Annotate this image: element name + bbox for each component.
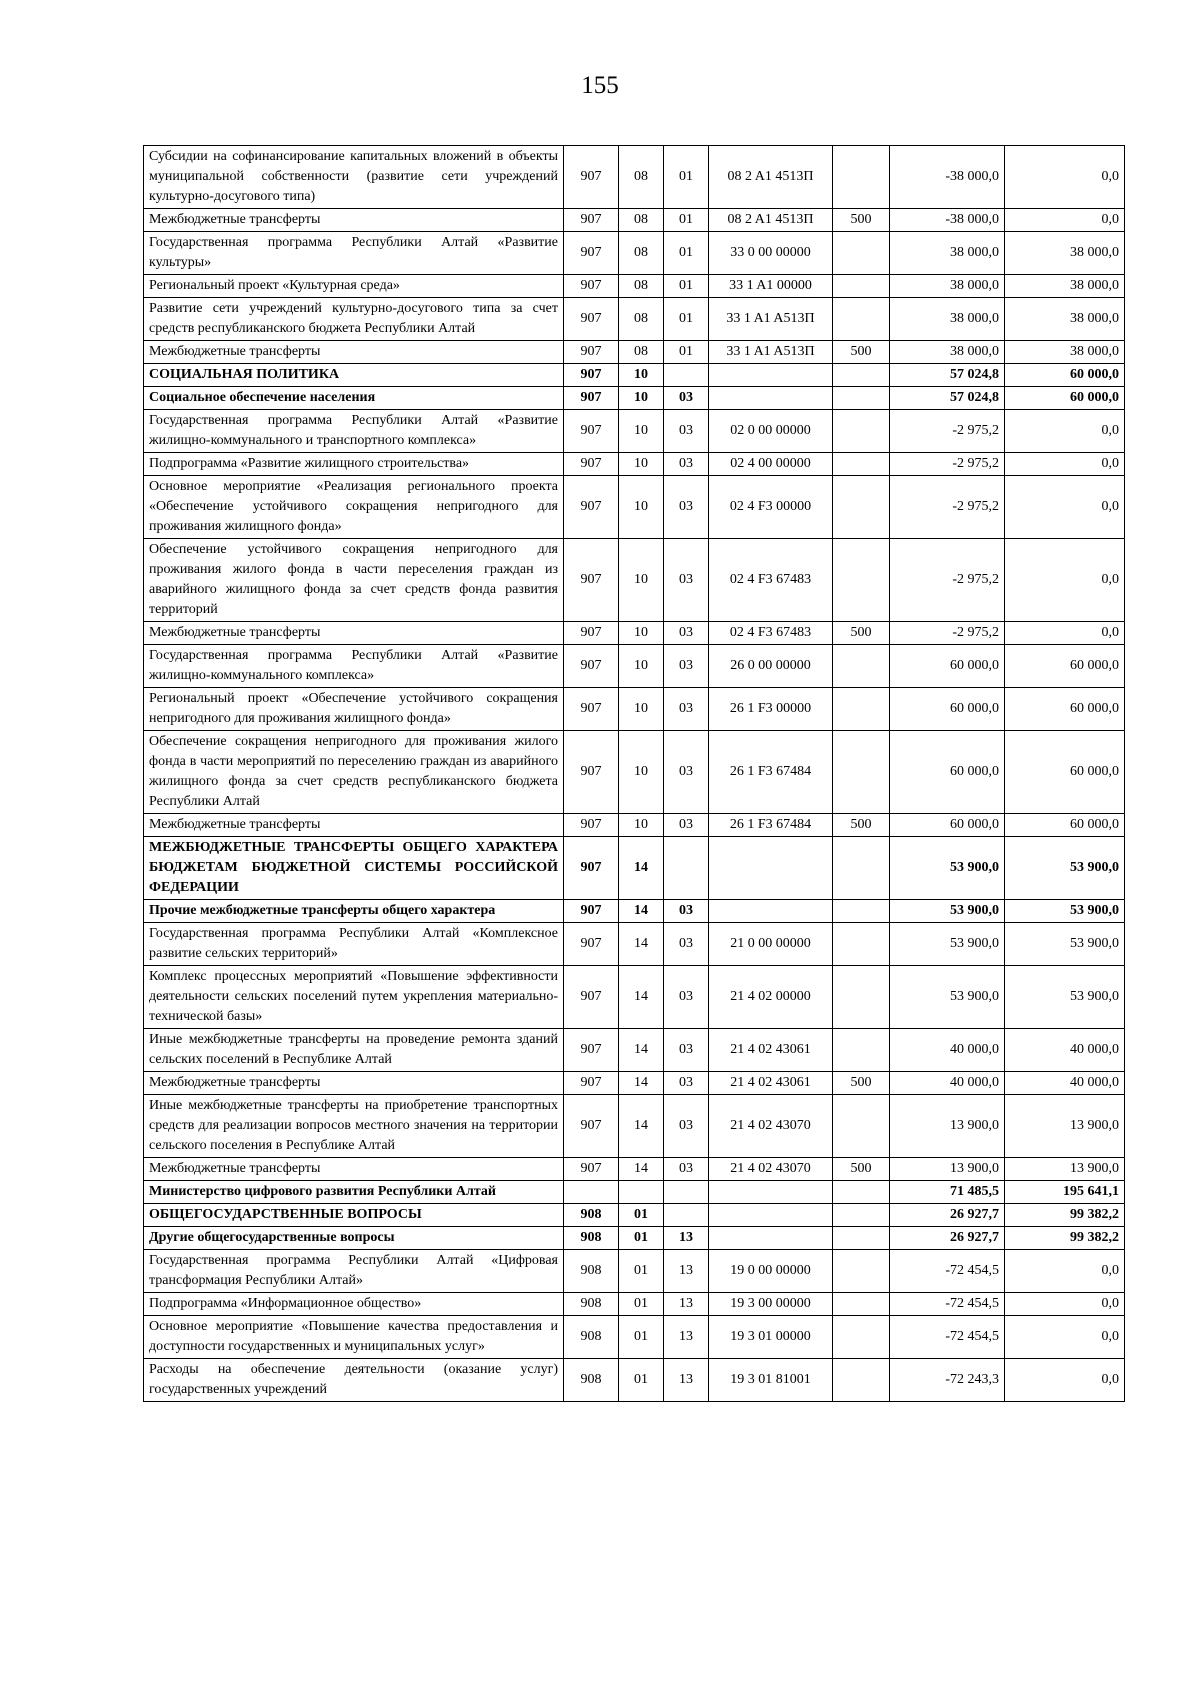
cell-name: Межбюджетные трансферты [144,814,564,837]
cell-section-code: 10 [619,645,664,688]
cell-ministry-code: 908 [564,1227,619,1250]
cell-expense-type [833,364,890,387]
cell-ministry-code: 907 [564,146,619,209]
cell-amount-2: 0,0 [1005,539,1125,622]
cell-name: Региональный проект «Культурная среда» [144,275,564,298]
cell-section-code: 10 [619,364,664,387]
cell-ministry-code: 907 [564,900,619,923]
cell-amount-2: 13 900,0 [1005,1095,1125,1158]
cell-expense-type [833,476,890,539]
cell-section-code: 14 [619,966,664,1029]
cell-name: ОБЩЕГОСУДАРСТВЕННЫЕ ВОПРОСЫ [144,1204,564,1227]
cell-amount-2: 38 000,0 [1005,232,1125,275]
cell-amount-2: 0,0 [1005,622,1125,645]
cell-subsection-code: 03 [664,814,709,837]
cell-amount-2: 60 000,0 [1005,814,1125,837]
cell-section-code: 08 [619,275,664,298]
cell-amount-2: 0,0 [1005,1293,1125,1316]
table-row [144,341,1125,364]
cell-amount-1: 71 485,5 [890,1181,1005,1204]
table-row [144,622,1125,645]
cell-target-article: 21 4 02 43070 [709,1158,833,1181]
table-row [144,1029,1125,1072]
cell-subsection-code: 01 [664,232,709,275]
cell-expense-type [833,688,890,731]
cell-ministry-code: 907 [564,688,619,731]
cell-subsection-code: 01 [664,275,709,298]
cell-expense-type [833,966,890,1029]
table-row [144,966,1125,1029]
cell-expense-type [833,298,890,341]
page-number: 155 [581,72,619,99]
cell-name: Государственная программа Республики Алтай «Цифровая трансформация Республики Алтай» [144,1250,564,1293]
cell-name: Иные межбюджетные трансферты на проведение ремонта зданий сельских поселений в Республике Алтай [144,1029,564,1072]
cell-expense-type [833,1316,890,1359]
cell-target-article: 02 4 F3 67483 [709,622,833,645]
cell-expense-type [833,1250,890,1293]
cell-section-code: 10 [619,387,664,410]
table-row [144,410,1125,453]
cell-ministry-code: 907 [564,410,619,453]
table-row [144,1158,1125,1181]
cell-target-article: 02 4 F3 00000 [709,476,833,539]
cell-name: СОЦИАЛЬНАЯ ПОЛИТИКА [144,364,564,387]
cell-amount-1: 13 900,0 [890,1158,1005,1181]
cell-name: Основное мероприятие «Повышение качества предоставления и доступности государственных и муниципальных услуг» [144,1316,564,1359]
table-row [144,1072,1125,1095]
cell-subsection-code [664,364,709,387]
table-row [144,275,1125,298]
cell-amount-1: 40 000,0 [890,1029,1005,1072]
cell-amount-1: 53 900,0 [890,966,1005,1029]
cell-section-code: 10 [619,476,664,539]
table-row [144,814,1125,837]
cell-amount-2: 0,0 [1005,453,1125,476]
cell-target-article: 19 3 01 81001 [709,1359,833,1402]
cell-subsection-code: 03 [664,731,709,814]
cell-expense-type: 500 [833,1072,890,1095]
cell-section-code: 01 [619,1250,664,1293]
cell-subsection-code: 03 [664,622,709,645]
cell-target-article: 02 0 00 00000 [709,410,833,453]
cell-subsection-code [664,1204,709,1227]
cell-target-article [709,1227,833,1250]
budget-table [143,145,1125,1402]
cell-name: Прочие межбюджетные трансферты общего характера [144,900,564,923]
cell-name: Развитие сети учреждений культурно-досугового типа за счет средств республиканского бюджета Республики Алтай [144,298,564,341]
cell-ministry-code: 907 [564,923,619,966]
table-row [144,923,1125,966]
table-row [144,146,1125,209]
cell-amount-1: -2 975,2 [890,453,1005,476]
cell-target-article [709,900,833,923]
cell-name: Субсидии на софинансирование капитальных вложений в объекты муниципальной собственности (развитие сети учреждений культурно-досугового типа) [144,146,564,209]
cell-subsection-code: 01 [664,209,709,232]
cell-expense-type [833,146,890,209]
cell-section-code: 01 [619,1359,664,1402]
cell-amount-2: 0,0 [1005,1359,1125,1402]
cell-ministry-code: 907 [564,232,619,275]
cell-ministry-code: 907 [564,298,619,341]
cell-section-code: 01 [619,1293,664,1316]
cell-ministry-code: 907 [564,387,619,410]
cell-amount-2: 60 000,0 [1005,688,1125,731]
cell-ministry-code: 908 [564,1293,619,1316]
cell-name: Государственная программа Республики Алтай «Развитие жилищно-коммунального комплекса» [144,645,564,688]
cell-amount-1: -72 454,5 [890,1293,1005,1316]
cell-expense-type [833,539,890,622]
cell-section-code: 10 [619,688,664,731]
cell-ministry-code: 907 [564,1072,619,1095]
table-row [144,539,1125,622]
cell-target-article: 33 1 A1 A513П [709,341,833,364]
cell-subsection-code: 03 [664,387,709,410]
cell-target-article: 02 4 F3 67483 [709,539,833,622]
cell-name: Иные межбюджетные трансферты на приобретение транспортных средств для реализации вопросов местного значения на территории сельского поселения в Республике Алтай [144,1095,564,1158]
cell-subsection-code [664,837,709,900]
cell-target-article: 26 1 F3 00000 [709,688,833,731]
cell-target-article [709,837,833,900]
cell-expense-type: 500 [833,1158,890,1181]
cell-subsection-code: 03 [664,1072,709,1095]
cell-amount-1: -2 975,2 [890,539,1005,622]
cell-expense-type: 500 [833,209,890,232]
table-row [144,387,1125,410]
cell-ministry-code: 907 [564,453,619,476]
table-body [144,146,1125,1402]
cell-amount-1: -38 000,0 [890,209,1005,232]
cell-name: Социальное обеспечение населения [144,387,564,410]
cell-target-article: 21 0 00 00000 [709,923,833,966]
cell-amount-2: 99 382,2 [1005,1204,1125,1227]
cell-amount-1: 38 000,0 [890,232,1005,275]
cell-target-article: 19 0 00 00000 [709,1250,833,1293]
cell-ministry-code: 907 [564,364,619,387]
cell-ministry-code: 908 [564,1204,619,1227]
cell-expense-type [833,900,890,923]
cell-amount-2: 99 382,2 [1005,1227,1125,1250]
cell-target-article: 26 0 00 00000 [709,645,833,688]
cell-section-code: 10 [619,731,664,814]
cell-name: Обеспечение сокращения непригодного для проживания жилого фонда в части мероприятий по переселению граждан из аварийного жилищного фонда за счет средств республиканского бюджета Республики Алтай [144,731,564,814]
cell-section-code: 08 [619,209,664,232]
cell-expense-type [833,410,890,453]
cell-amount-2: 38 000,0 [1005,341,1125,364]
cell-section-code: 10 [619,814,664,837]
cell-name: Межбюджетные трансферты [144,209,564,232]
cell-name: Основное мероприятие «Реализация регионального проекта «Обеспечение устойчивого сокращения непригодного для проживания жилищного фонда» [144,476,564,539]
cell-ministry-code: 908 [564,1316,619,1359]
cell-name: Межбюджетные трансферты [144,1158,564,1181]
cell-amount-1: 53 900,0 [890,837,1005,900]
cell-section-code: 10 [619,410,664,453]
table-row [144,731,1125,814]
table-row [144,1293,1125,1316]
cell-name: Межбюджетные трансферты [144,622,564,645]
cell-amount-2: 53 900,0 [1005,966,1125,1029]
cell-amount-1: 26 927,7 [890,1204,1005,1227]
cell-name: Государственная программа Республики Алтай «Развитие жилищно-коммунального и транспортного комплекса» [144,410,564,453]
table-row [144,1181,1125,1204]
cell-subsection-code: 03 [664,476,709,539]
cell-subsection-code: 01 [664,146,709,209]
table-row [144,453,1125,476]
cell-section-code: 08 [619,298,664,341]
cell-target-article: 33 0 00 00000 [709,232,833,275]
cell-expense-type [833,453,890,476]
table-row [144,232,1125,275]
table-row [144,298,1125,341]
cell-amount-1: 53 900,0 [890,900,1005,923]
cell-ministry-code: 907 [564,476,619,539]
cell-amount-1: 57 024,8 [890,364,1005,387]
cell-subsection-code: 03 [664,539,709,622]
cell-amount-1: 60 000,0 [890,814,1005,837]
cell-amount-2: 0,0 [1005,209,1125,232]
cell-amount-1: -2 975,2 [890,476,1005,539]
cell-subsection-code: 13 [664,1227,709,1250]
cell-name: Другие общегосударственные вопросы [144,1227,564,1250]
cell-expense-type [833,1029,890,1072]
cell-ministry-code [564,1181,619,1204]
cell-expense-type [833,645,890,688]
table-row [144,1250,1125,1293]
cell-subsection-code: 03 [664,900,709,923]
cell-expense-type: 500 [833,341,890,364]
cell-amount-2: 0,0 [1005,410,1125,453]
cell-subsection-code: 03 [664,688,709,731]
cell-name: Комплекс процессных мероприятий «Повышение эффективности деятельности сельских поселений путем укрепления материально-технической базы» [144,966,564,1029]
cell-ministry-code: 908 [564,1359,619,1402]
cell-expense-type [833,1204,890,1227]
cell-subsection-code: 13 [664,1359,709,1402]
cell-expense-type: 500 [833,622,890,645]
cell-amount-2: 38 000,0 [1005,275,1125,298]
cell-ministry-code: 907 [564,645,619,688]
cell-section-code: 01 [619,1204,664,1227]
cell-target-article: 08 2 A1 4513П [709,209,833,232]
cell-section-code: 10 [619,453,664,476]
cell-amount-1: 38 000,0 [890,341,1005,364]
cell-amount-1: -2 975,2 [890,622,1005,645]
cell-section-code: 14 [619,1158,664,1181]
cell-amount-1: -38 000,0 [890,146,1005,209]
cell-amount-2: 0,0 [1005,1316,1125,1359]
cell-amount-2: 38 000,0 [1005,298,1125,341]
cell-section-code: 10 [619,622,664,645]
cell-amount-1: 13 900,0 [890,1095,1005,1158]
cell-expense-type [833,1293,890,1316]
cell-expense-type [833,232,890,275]
cell-target-article [709,1204,833,1227]
cell-ministry-code: 907 [564,341,619,364]
cell-target-article: 21 4 02 43070 [709,1095,833,1158]
cell-amount-2: 60 000,0 [1005,731,1125,814]
cell-expense-type [833,1181,890,1204]
cell-subsection-code: 03 [664,1029,709,1072]
cell-amount-2: 53 900,0 [1005,923,1125,966]
cell-subsection-code: 03 [664,1158,709,1181]
cell-ministry-code: 908 [564,1250,619,1293]
cell-target-article: 26 1 F3 67484 [709,814,833,837]
cell-amount-1: 60 000,0 [890,731,1005,814]
cell-ministry-code: 907 [564,1029,619,1072]
table-row [144,476,1125,539]
table-row [144,364,1125,387]
cell-amount-2: 60 000,0 [1005,645,1125,688]
cell-target-article: 26 1 F3 67484 [709,731,833,814]
cell-ministry-code: 907 [564,275,619,298]
cell-target-article: 33 1 A1 00000 [709,275,833,298]
cell-section-code: 14 [619,900,664,923]
cell-ministry-code: 907 [564,966,619,1029]
cell-expense-type [833,387,890,410]
cell-ministry-code: 907 [564,539,619,622]
cell-section-code: 14 [619,837,664,900]
cell-subsection-code: 03 [664,453,709,476]
cell-name: Расходы на обеспечение деятельности (оказание услуг) государственных учреждений [144,1359,564,1402]
table-row [144,209,1125,232]
cell-ministry-code: 907 [564,622,619,645]
cell-ministry-code: 907 [564,731,619,814]
cell-expense-type [833,923,890,966]
cell-section-code: 10 [619,539,664,622]
cell-subsection-code: 03 [664,645,709,688]
cell-amount-2: 60 000,0 [1005,387,1125,410]
cell-ministry-code: 907 [564,814,619,837]
cell-name: Подпрограмма «Развитие жилищного строительства» [144,453,564,476]
cell-subsection-code: 03 [664,923,709,966]
cell-name: Обеспечение устойчивого сокращения непригодного для проживания жилого фонда в части переселения граждан из аварийного жилищного фонда за счет средств фонда развития территорий [144,539,564,622]
cell-section-code: 08 [619,146,664,209]
cell-expense-type [833,1359,890,1402]
cell-subsection-code: 03 [664,1095,709,1158]
cell-section-code: 08 [619,232,664,275]
cell-name: Министерство цифрового развития Республики Алтай [144,1181,564,1204]
cell-expense-type [833,1227,890,1250]
table-row [144,1095,1125,1158]
cell-name: Межбюджетные трансферты [144,1072,564,1095]
cell-section-code: 01 [619,1316,664,1359]
cell-amount-2: 53 900,0 [1005,900,1125,923]
cell-ministry-code: 907 [564,209,619,232]
cell-expense-type [833,731,890,814]
cell-subsection-code: 01 [664,341,709,364]
cell-expense-type [833,837,890,900]
cell-subsection-code: 03 [664,966,709,1029]
cell-target-article [709,1181,833,1204]
cell-expense-type: 500 [833,814,890,837]
cell-name: Региональный проект «Обеспечение устойчивого сокращения непригодного для проживания жилищного фонда» [144,688,564,731]
cell-target-article: 21 4 02 00000 [709,966,833,1029]
cell-name: Подпрограмма «Информационное общество» [144,1293,564,1316]
cell-subsection-code: 13 [664,1316,709,1359]
table-row [144,1204,1125,1227]
table-row [144,1227,1125,1250]
table-row [144,900,1125,923]
table-row [144,688,1125,731]
table-row [144,837,1125,900]
table-row [144,645,1125,688]
cell-amount-1: 38 000,0 [890,298,1005,341]
cell-target-article: 02 4 00 00000 [709,453,833,476]
cell-amount-1: 53 900,0 [890,923,1005,966]
cell-amount-2: 195 641,1 [1005,1181,1125,1204]
cell-target-article: 08 2 A1 4513П [709,146,833,209]
cell-amount-2: 13 900,0 [1005,1158,1125,1181]
cell-name: Государственная программа Республики Алтай «Развитие культуры» [144,232,564,275]
cell-subsection-code: 01 [664,298,709,341]
cell-ministry-code: 907 [564,1158,619,1181]
cell-amount-2: 0,0 [1005,1250,1125,1293]
cell-amount-1: -72 243,3 [890,1359,1005,1402]
table-row [144,1316,1125,1359]
cell-amount-2: 40 000,0 [1005,1072,1125,1095]
cell-amount-1: 57 024,8 [890,387,1005,410]
cell-target-article [709,387,833,410]
cell-amount-1: 60 000,0 [890,645,1005,688]
cell-ministry-code: 907 [564,1095,619,1158]
cell-amount-2: 40 000,0 [1005,1029,1125,1072]
cell-subsection-code [664,1181,709,1204]
cell-amount-1: -72 454,5 [890,1316,1005,1359]
cell-subsection-code: 13 [664,1250,709,1293]
cell-target-article: 33 1 A1 A513П [709,298,833,341]
cell-amount-1: 60 000,0 [890,688,1005,731]
cell-target-article: 19 3 01 00000 [709,1316,833,1359]
cell-expense-type [833,1095,890,1158]
cell-target-article: 21 4 02 43061 [709,1072,833,1095]
cell-section-code: 14 [619,1095,664,1158]
cell-amount-2: 60 000,0 [1005,364,1125,387]
cell-subsection-code: 03 [664,410,709,453]
cell-subsection-code: 13 [664,1293,709,1316]
cell-section-code: 08 [619,341,664,364]
cell-name: Государственная программа Республики Алтай «Комплексное развитие сельских территорий» [144,923,564,966]
cell-target-article: 19 3 00 00000 [709,1293,833,1316]
cell-target-article: 21 4 02 43061 [709,1029,833,1072]
cell-name: Межбюджетные трансферты [144,341,564,364]
cell-expense-type [833,275,890,298]
cell-section-code: 01 [619,1227,664,1250]
cell-amount-2: 53 900,0 [1005,837,1125,900]
cell-amount-1: -72 454,5 [890,1250,1005,1293]
cell-ministry-code: 907 [564,837,619,900]
cell-amount-1: -2 975,2 [890,410,1005,453]
cell-amount-2: 0,0 [1005,476,1125,539]
cell-target-article [709,364,833,387]
cell-amount-1: 38 000,0 [890,275,1005,298]
cell-section-code [619,1181,664,1204]
cell-section-code: 14 [619,1029,664,1072]
cell-amount-1: 40 000,0 [890,1072,1005,1095]
table-row [144,1359,1125,1402]
cell-name: МЕЖБЮДЖЕТНЫЕ ТРАНСФЕРТЫ ОБЩЕГО ХАРАКТЕРА БЮДЖЕТАМ БЮДЖЕТНОЙ СИСТЕМЫ РОССИЙСКОЙ ФЕДЕРАЦИИ [144,837,564,900]
cell-amount-1: 26 927,7 [890,1227,1005,1250]
cell-section-code: 14 [619,1072,664,1095]
cell-amount-2: 0,0 [1005,146,1125,209]
cell-section-code: 14 [619,923,664,966]
